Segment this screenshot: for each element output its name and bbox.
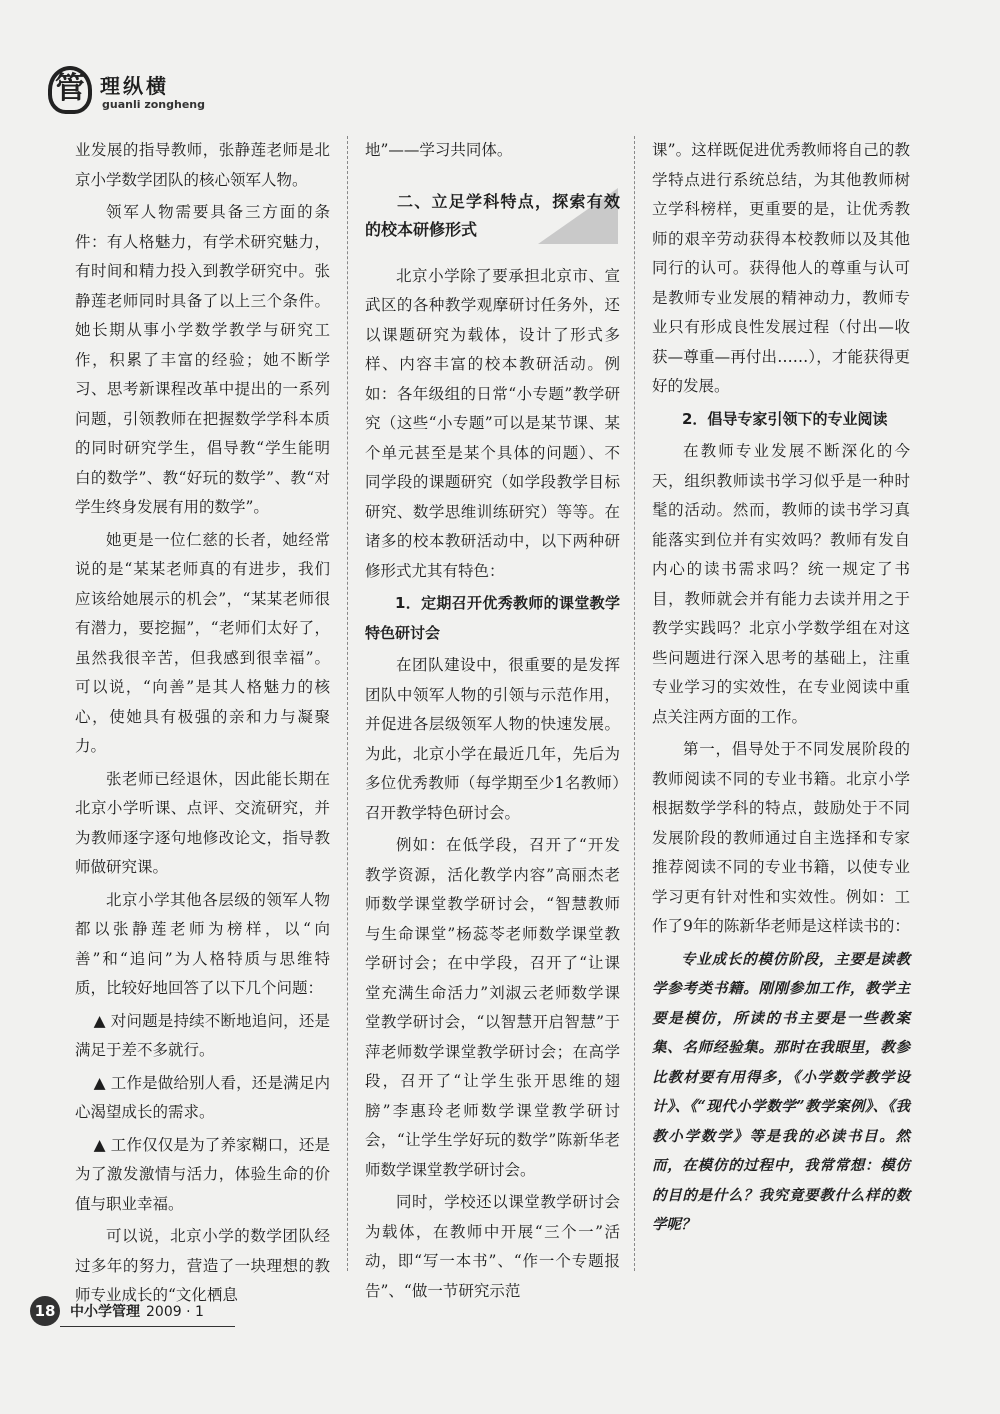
paragraph: 在团队建设中，很重要的是发挥团队中领军人物的引领与示范作用，并促进各层级领军人物的快速发展。为此，北京小学在最近几年，先后为多位优秀教师（每学期至少1名教师）召开教学特色研讨会。 <box>365 656 620 822</box>
paragraph: 她更是一位仁慈的长者，她经常说的是“某某老师真的有进步，我们应该给她展示的机会”，“某某老师很有潜力，要挖掘”，“老师们太好了，虽然我很辛苦，但我感到很幸福”。可以说，“向善”是其人格魅力的核心，使她具有极强的亲和力与凝聚力。 <box>75 530 330 755</box>
journal-name <box>70 1301 204 1321</box>
footer-rule <box>60 1326 235 1327</box>
column-logo-icon: 管 <box>48 66 92 114</box>
journal-title: 中小学管理 <box>70 1304 140 1320</box>
sub-heading: 1．定期召开优秀教师的课堂教学特色研讨会 <box>365 594 620 642</box>
paragraph: 课”。这样既促进优秀教师将自己的教学特点进行系统总结，为其他教师树立学科榜样，更重要的是，让优秀教师的艰辛劳动获得本校教师以及其他同行的认可。获得他人的尊重与认可是教师专业发展的精神动力，教师专业只有形成良性发展过程（付出—收获—尊重—再付出……），才能获得更好的发展。 <box>652 141 910 395</box>
text-column-1 <box>75 136 330 1304</box>
quote-lead: 专业成长的模仿阶段，主要是读教学参考类书籍。 <box>652 950 910 997</box>
column-pinyin: guanli zongheng <box>102 98 205 111</box>
paragraph: 例如：在低学段，召开了“开发教学资源，活化教学内容”高丽杰老师数学课堂教学研讨会，“智慧教师与生命课堂”杨蕊苓老师数学课堂教学研讨会；在中学段，召开了“让课堂充满生命活力”刘淑云老师数学课堂教学研讨会，“以智慧开启智慧”于萍老师数学课堂教学研讨会；在高学段，召开了“让学生张开思维的翅膀”李惠玲老师数学课堂教学研讨会，“让学生学好玩的数学”陈新华老师数学课堂教学研讨会。 <box>365 836 620 1179</box>
text-column-2 <box>365 136 620 1300</box>
text-column-3 <box>652 136 910 1286</box>
paragraph: 同时，学校还以课堂教学研讨会为载体，在教师中开展“三个一”活动，即“写一本书”、“作一个专题报告”、“做一节研究示范 <box>365 1193 620 1300</box>
section-heading: 二、立足学科特点，探索有效的校本研修形式 <box>365 184 620 248</box>
quoted-passage <box>652 945 910 1240</box>
paragraph: 业发展的指导教师，张静莲老师是北京小学数学团队的核心领军人物。 <box>75 141 330 189</box>
bullet-item: ▲ 工作是做给别人看，还是满足内心渴望成长的需求。 <box>75 1073 330 1121</box>
paragraph: 可以说，北京小学的数学团队经过多年的努力，营造了一块理想的教师专业成长的“文化栖息 <box>75 1227 330 1304</box>
paragraph: 领军人物需要具备三方面的条件：有人格魅力，有学术研究魅力，有时间和精力投入到教学研究中。张静莲老师同时具备了以上三个条件。她长期从事小学数学教学与研究工作，积累了丰富的经验；她不断学习、思考新课程改革中提出的一系列问题，引领教师在把握数学学科本质的同时研究学生，倡导教“学生能明白的数学”、教“好玩的数学”、教“对学生终身发展有用的数学”。 <box>75 203 330 516</box>
column-divider <box>347 136 348 1271</box>
paragraph: 第一，倡导处于不同发展阶段的教师阅读不同的专业书籍。北京小学根据数学学科的特点，鼓励处于不同发展阶段的教师通过自主选择和专家推荐阅读不同的专业书籍，以使专业学习更有针对性和实效性。例如：工作了9年的陈新华老师是这样读书的： <box>652 740 910 935</box>
paragraph: 北京小学除了要承担北京市、宣武区的各种教学观摩研讨任务外，还以课题研究为载体，设计了形式多样、内容丰富的校本教研活动。例如：各年级组的日常“小专题”教学研究（这些“小专题”可以是某节课、某个单元甚至是某个具体的问题）、不同学段的课题研究（如学段教学目标研究、数学思维训练研究）等等。在诸多的校本教研活动中，以下两种研修形式尤其有特色： <box>365 266 620 580</box>
paragraph: 地”——学习共同体。 <box>365 141 513 159</box>
column-title: 理纵横 <box>100 74 169 98</box>
issue-number: 2009 · 1 <box>146 1304 204 1320</box>
paragraph: 在教师专业发展不断深化的今天，组织教师读书学习似乎是一种时髦的活动。然而，教师的读书学习真能落实到位并有实效吗？教师有发自内心的读书需求吗？统一规定了书目，教师就会并有能力去读并用之于教学实践吗？北京小学数学组在对这些问题进行深入思考的基础上，注重专业学习的实效性，在专业阅读中重点关注两方面的工作。 <box>652 442 910 726</box>
bullet-item: ▲ 工作仅仅是为了养家糊口，还是为了激发激情与活力，体验生命的价值与职业幸福。 <box>75 1135 330 1213</box>
sub-heading: 2．倡导专家引领下的专业阅读 <box>682 409 888 428</box>
column-divider <box>634 136 635 1271</box>
page-number: 18 <box>30 1296 60 1326</box>
quote-body: 刚刚参加工作，教学主要是模仿，所读的书主要是一些教案集、名师经验集。那时在我眼里，教参比教材要有用得多，《小学数学教学设计》、《“现代小学数学”教学案例》、《我教小学数学》等是我的必读书目。然而，在模仿的过程中，我常常想：模仿的目的是什么？我究竟要教什么样的数学呢？ <box>652 980 910 1233</box>
running-header <box>48 62 348 122</box>
paragraph: 张老师已经退休，因此能长期在北京小学听课、点评、交流研究，并为教师逐字逐句地修改论文，指导教师做研究课。 <box>75 769 330 876</box>
paragraph: 北京小学其他各层级的领军人物都以张静莲老师为榜样，以“向善”和“追问”为人格特质与思维特质，比较好地回答了以下几个问题： <box>75 890 330 997</box>
bullet-item: ▲ 对问题是持续不断地追问，还是满足于差不多就行。 <box>75 1011 330 1059</box>
